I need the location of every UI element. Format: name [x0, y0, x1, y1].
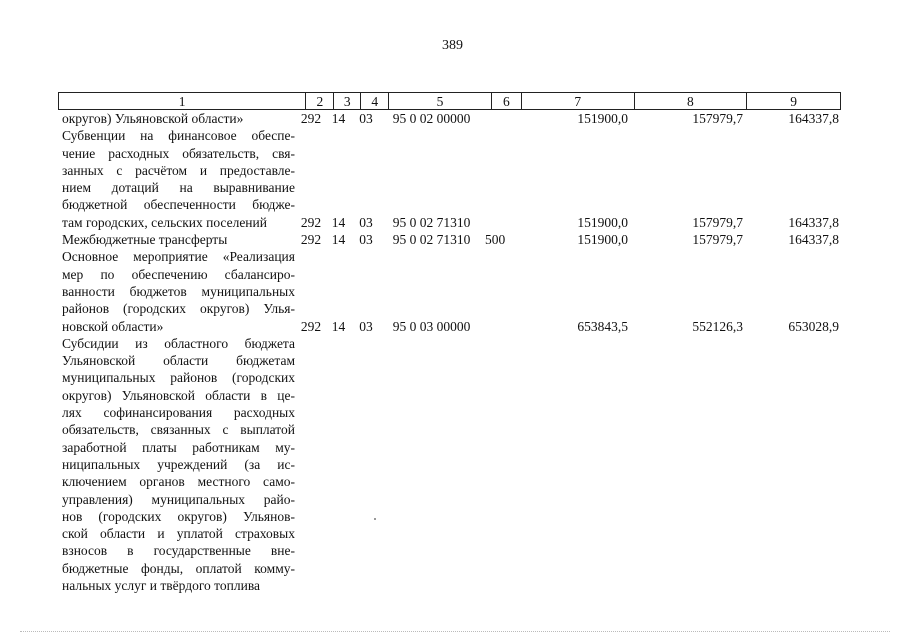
description-line: новской области»	[62, 318, 164, 334]
row-values	[297, 318, 841, 335]
description-line: муниципальных районов (городских	[62, 370, 295, 386]
description-line: ниципальных учреждений (за ис-	[62, 456, 295, 472]
cell-col-9: 164337,8	[788, 111, 839, 126]
description-line: мер по обеспечению сбалансиро-	[62, 266, 295, 282]
cell-col-6	[483, 214, 515, 231]
description-line: бюджетные фонды, оплатой комму-	[62, 560, 295, 576]
table-row	[58, 127, 841, 231]
cell-col-5: 95 0 02 00000	[392, 111, 471, 126]
table-header-row	[58, 92, 841, 110]
description-line: Субсидии из областного бюджета	[62, 335, 295, 351]
scan-speck	[374, 518, 376, 520]
description-line: Субвенции на финансовое обеспе-	[62, 128, 295, 144]
cell-col-2: 292	[300, 318, 322, 334]
cell-col-7: 151900,0	[577, 232, 628, 248]
cell-col-2: 292	[300, 214, 322, 230]
column-header-5: 5	[388, 93, 491, 109]
cell-col-8: 157979,7	[692, 232, 743, 248]
description-line: Ульяновской области бюджетам	[62, 353, 295, 369]
row-description	[58, 335, 297, 594]
description-line: занных с расчётом и предоставле-	[62, 162, 295, 178]
cell-col-6	[483, 318, 515, 335]
cell-col-9: 164337,8	[788, 214, 839, 230]
description-line: заработной платы работникам му-	[62, 439, 295, 455]
cell-col-7: 151900,0	[577, 111, 628, 126]
row-values	[297, 231, 841, 248]
description-line: нием дотаций на выравнивание	[62, 180, 295, 196]
cell-col-9: 653028,9	[788, 318, 839, 334]
cell-col-6: 500	[485, 232, 506, 248]
cell-col-4: 03	[359, 318, 373, 334]
row-description	[58, 110, 297, 127]
description-line: лях софинансирования расходных	[62, 405, 295, 421]
table-row	[58, 248, 841, 334]
cell-col-2: 292	[300, 111, 322, 126]
cell-col-5: 95 0 03 00000	[392, 318, 471, 334]
cell-col-7: 151900,0	[577, 214, 628, 230]
cell-col-4: 03	[359, 232, 373, 248]
scan-edge-dots	[20, 631, 890, 632]
description-line: округов) Ульяновской области в це-	[62, 387, 295, 403]
description-line: районов (городских округов) Улья-	[62, 301, 295, 317]
column-header-7: 7	[521, 93, 634, 109]
column-header-4: 4	[360, 93, 388, 109]
row-values	[297, 214, 841, 231]
description-line: управления) муниципальных райо-	[62, 491, 295, 507]
description-line: округов) Ульяновской области»	[62, 111, 244, 126]
cell-col-4: 03	[359, 214, 373, 230]
description-line: Основное мероприятие «Реализация	[62, 249, 295, 265]
description-line: Межбюджетные трансферты	[62, 232, 228, 248]
cell-col-8: 552126,3	[692, 318, 743, 334]
cell-col-2: 292	[300, 232, 322, 248]
description-line: ванности бюджетов муниципальных	[62, 283, 295, 299]
cell-col-8: 157979,7	[692, 214, 743, 230]
cell-col-4: 03	[359, 111, 373, 126]
page-number: 389	[442, 38, 463, 53]
table-row	[58, 335, 841, 594]
cell-col-3: 14	[331, 318, 346, 334]
column-header-6: 6	[491, 93, 521, 109]
column-header-3: 3	[333, 93, 360, 109]
description-line: обязательств, связанных с выплатой	[62, 422, 295, 438]
row-values	[297, 110, 841, 127]
column-header-1: 1	[178, 94, 186, 109]
table-row	[58, 110, 841, 127]
description-line: бюджетной обеспеченности бюдже-	[62, 197, 295, 213]
description-line: ской области и уплатой страховых	[62, 526, 295, 542]
table-row	[58, 231, 841, 248]
table-body	[58, 110, 841, 594]
column-header-8: 8	[634, 93, 747, 109]
description-line: там городских, сельских поселений	[62, 214, 267, 230]
description-line: взносов в государственные вне-	[62, 543, 295, 559]
description-line: нов (городских округов) Ульянов-	[62, 508, 295, 524]
cell-col-6	[483, 110, 515, 127]
cell-col-8: 157979,7	[692, 111, 743, 126]
column-header-2: 2	[305, 93, 333, 109]
description-line: нальных услуг и твёрдого топлива	[62, 578, 261, 594]
cell-col-7: 653843,5	[577, 318, 628, 334]
cell-col-9: 164337,8	[788, 232, 839, 248]
cell-col-3: 14	[331, 232, 346, 248]
description-line: чение расходных обязательств, свя-	[62, 145, 295, 161]
row-description	[58, 248, 297, 334]
budget-table	[58, 92, 841, 594]
description-line: ключением органов местного само-	[62, 474, 295, 490]
cell-col-5: 95 0 02 71310	[392, 214, 471, 230]
row-description	[58, 127, 297, 231]
row-description	[58, 231, 297, 248]
column-header-9: 9	[746, 93, 840, 109]
cell-col-3: 14	[331, 214, 346, 230]
cell-col-5: 95 0 02 71310	[392, 232, 471, 248]
cell-col-3: 14	[331, 111, 346, 126]
